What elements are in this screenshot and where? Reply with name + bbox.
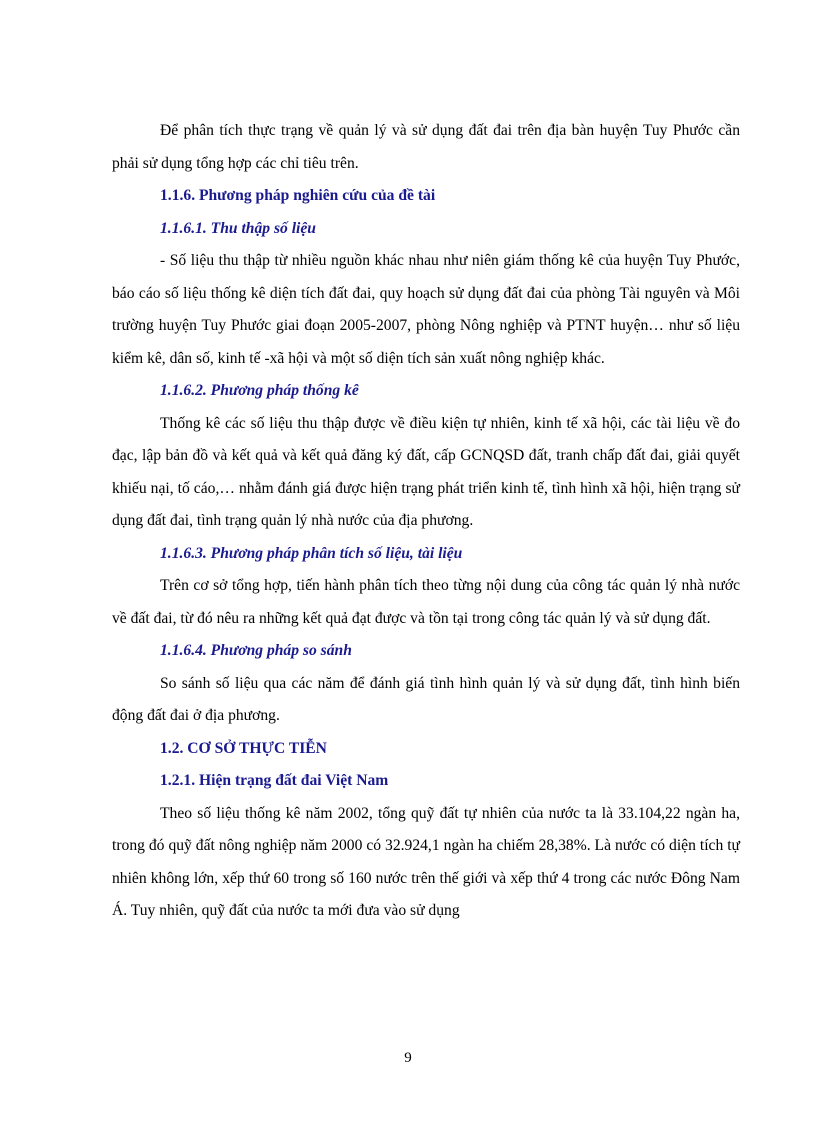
document-page: [112, 115, 740, 928]
paragraph-comparison: So sánh số liệu qua các năm để đánh giá tình hình quản lý và sử dụng đất, tình hình biến động đất đai ở địa phương.: [112, 674, 740, 724]
heading-1-1-6-2: 1.1.6.2. Phương pháp thống kê: [160, 382, 359, 399]
heading-1-2: 1.2. CƠ SỞ THỰC TIỄN: [160, 739, 327, 757]
page-number: 9: [404, 1050, 412, 1066]
paragraph-statistics: Thống kê các số liệu thu thập được về điều kiện tự nhiên, kinh tế xã hội, các tài liệu về đo đạc, lập bản đồ và kết quả và kết quả đăng ký đất, cấp GCNQSD đất, tranh chấp đất đai, giải quyết khiếu nại, tố cáo,… nhằm đánh giá được hiện trạng phát triển kinh tế, tình hình xã hội, hiện trạng sử dụng đất đai, tình trạng quản lý nhà nước của địa phương.: [112, 414, 740, 529]
paragraph-analysis: Trên cơ sở tổng hợp, tiến hành phân tích theo từng nội dung của công tác quản lý nhà nước về đất đai, từ đó nêu ra những kết quả đạt được và tồn tại trong công tác quản lý và sử dụng đất.: [112, 577, 740, 627]
heading-1-1-6: 1.1.6. Phương pháp nghiên cứu của đề tài: [160, 187, 436, 204]
paragraph-land-status: Theo số liệu thống kê năm 2002, tổng quỹ đất tự nhiên của nước ta là 33.104,22 ngàn ha, trong đó quỹ đất nông nghiệp năm 2000 có 32.924,1 ngàn ha chiếm 28,38%. Là nước có diện tích tự nhiên không lớn, xếp thứ 60 trong số 160 nước trên thế giới và xếp thứ 4 trong các nước Đông Nam Á. Tuy nhiên, quỹ đất của nước ta mới đưa vào sử dụng: [112, 804, 740, 919]
heading-1-1-6-3: 1.1.6.3. Phương pháp phân tích số liệu, tài liệu: [160, 544, 463, 562]
heading-1-2-1: 1.2.1. Hiện trạng đất đai Việt Nam: [160, 772, 389, 789]
paragraph-intro: Để phân tích thực trạng về quản lý và sử dụng đất đai trên địa bàn huyện Tuy Phước cần phải sử dụng tổng hợp các chỉ tiêu trên.: [112, 122, 740, 172]
paragraph-data-collection: - Số liệu thu thập từ nhiều nguồn khác nhau như niên giám thống kê của huyện Tuy Phước, báo cáo số liệu thống kê diện tích đất đai, quy hoạch sử dụng đất đai của phòng Tài nguyên và Môi trường huyện Tuy Phước giai đoạn 2005-2007, phòng Nông nghiệp và PTNT huyện… như số liệu kiểm kê, dân số, kinh tế -xã hội và một số diện tích sản xuất nông nghiệp khác.: [112, 252, 740, 367]
heading-1-1-6-1: 1.1.6.1. Thu thập số liệu: [160, 219, 316, 237]
heading-1-1-6-4: 1.1.6.4. Phương pháp so sánh: [160, 642, 352, 659]
